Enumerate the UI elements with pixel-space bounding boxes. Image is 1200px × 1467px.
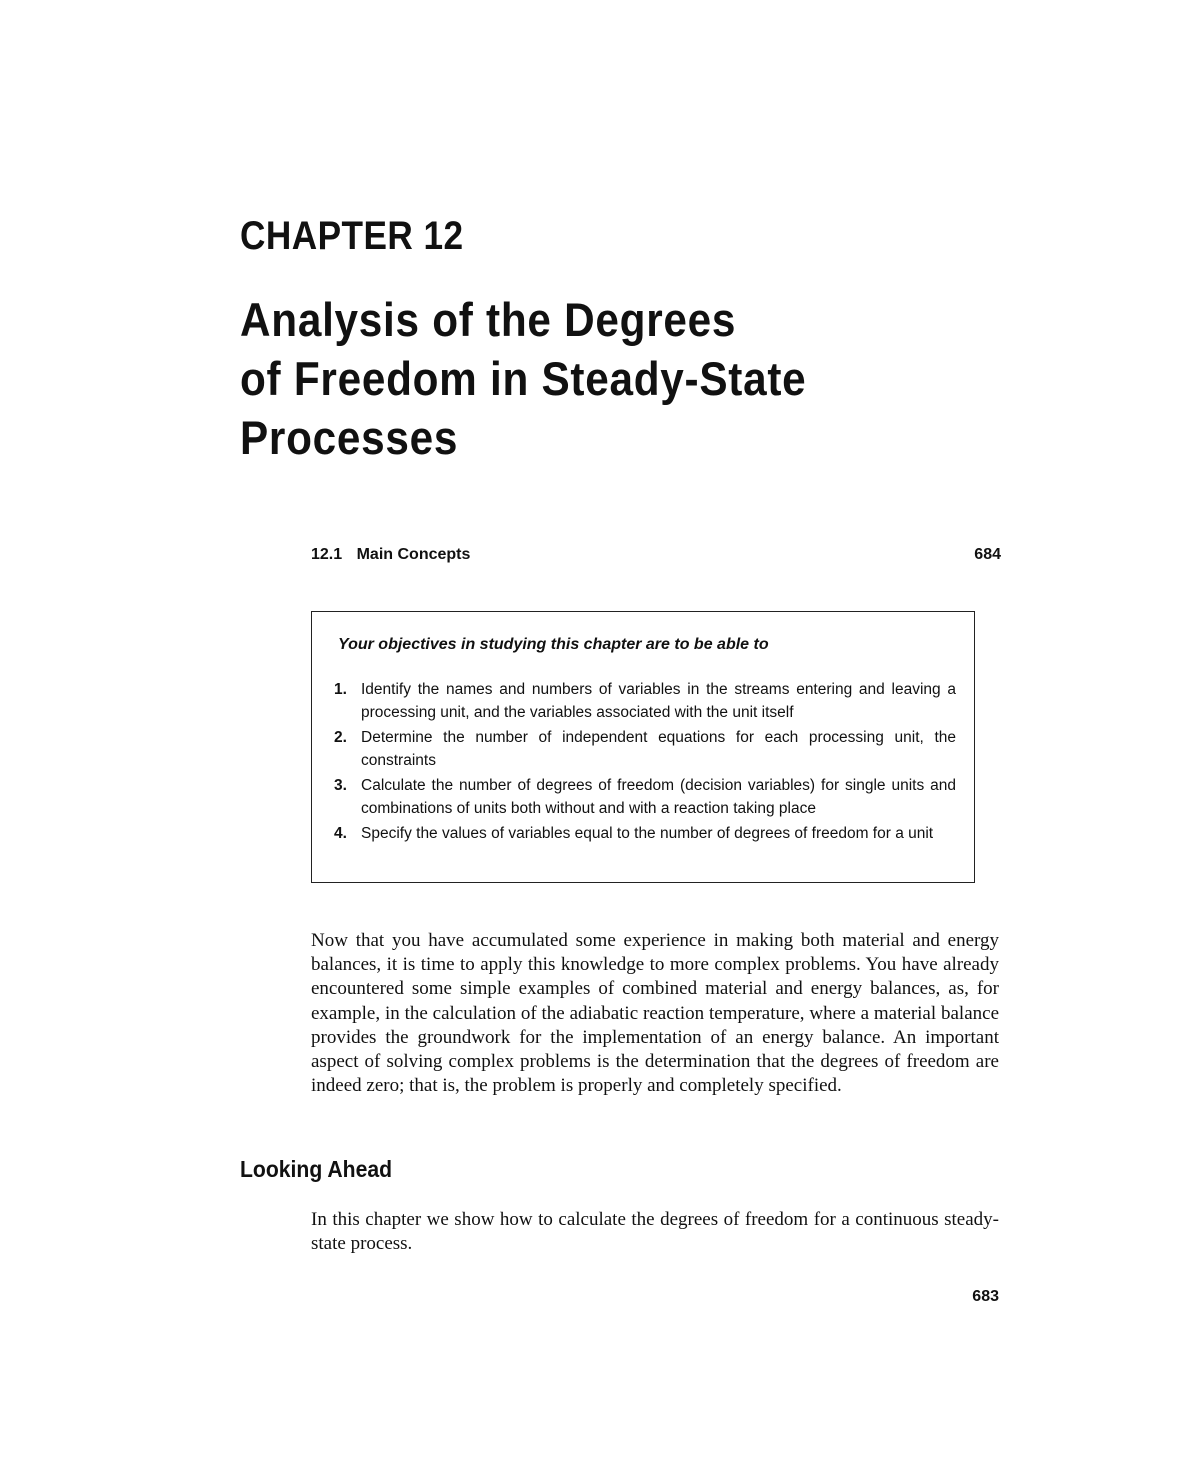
toc-entry-label — [311, 546, 470, 564]
toc-page-number: 684 — [974, 546, 1001, 563]
objective-text: Identify the names and numbers of variables in the streams entering and leaving a processing unit, and the variables associated with the unit itself — [361, 681, 956, 721]
objective-text: Determine the number of independent equations for each processing unit, the constraints — [361, 729, 956, 769]
toc-section-number: 12.1 — [311, 546, 343, 563]
objectives-intro: Your objectives in studying this chapter are to be able to — [338, 636, 769, 653]
chapter-title-line: Processes — [240, 411, 459, 464]
section-heading-looking-ahead: Looking Ahead — [240, 1156, 393, 1182]
toc-entry[interactable] — [311, 546, 1001, 564]
objective-number: 4. — [334, 825, 347, 842]
objective-item — [334, 678, 956, 724]
intro-paragraph: Now that you have accumulated some experience in making both material and energy balances, it is time to apply this knowledge to more complex problems. You have already encountered some simple examples of combined material and energy balances, as, for example, in the calculation of the adiabatic reaction temperature, where a material balance provides the groundwork for the implementation of an energy balance. An important aspect of solving complex problems is the determination that the degrees of freedom are indeed zero; that is, the problem is properly and completely specified. — [311, 930, 999, 1097]
page-number: 683 — [972, 1288, 999, 1305]
chapter-title-line: Analysis of the Degrees — [240, 293, 737, 346]
chapter-title — [240, 290, 806, 467]
toc-section-title: Main Concepts — [356, 546, 471, 563]
objective-number: 1. — [334, 681, 347, 698]
chapter-label: CHAPTER 12 — [240, 214, 464, 258]
objective-item — [334, 726, 956, 772]
objective-text: Calculate the number of degrees of freedom (decision variables) for single units and combinations of units both without and with a reaction taking place — [361, 777, 956, 817]
objective-item — [334, 774, 956, 820]
objectives-list — [334, 678, 956, 847]
chapter-title-line: of Freedom in Steady-State — [240, 352, 807, 405]
objectives-box — [311, 611, 975, 883]
objective-text: Specify the values of variables equal to the number of degrees of freedom for a unit — [361, 825, 934, 842]
objective-number: 3. — [334, 777, 347, 794]
looking-ahead-paragraph: In this chapter we show how to calculate the degrees of freedom for a continuous steady-state process. — [311, 1209, 999, 1255]
objective-item — [334, 822, 956, 845]
objective-number: 2. — [334, 729, 347, 746]
